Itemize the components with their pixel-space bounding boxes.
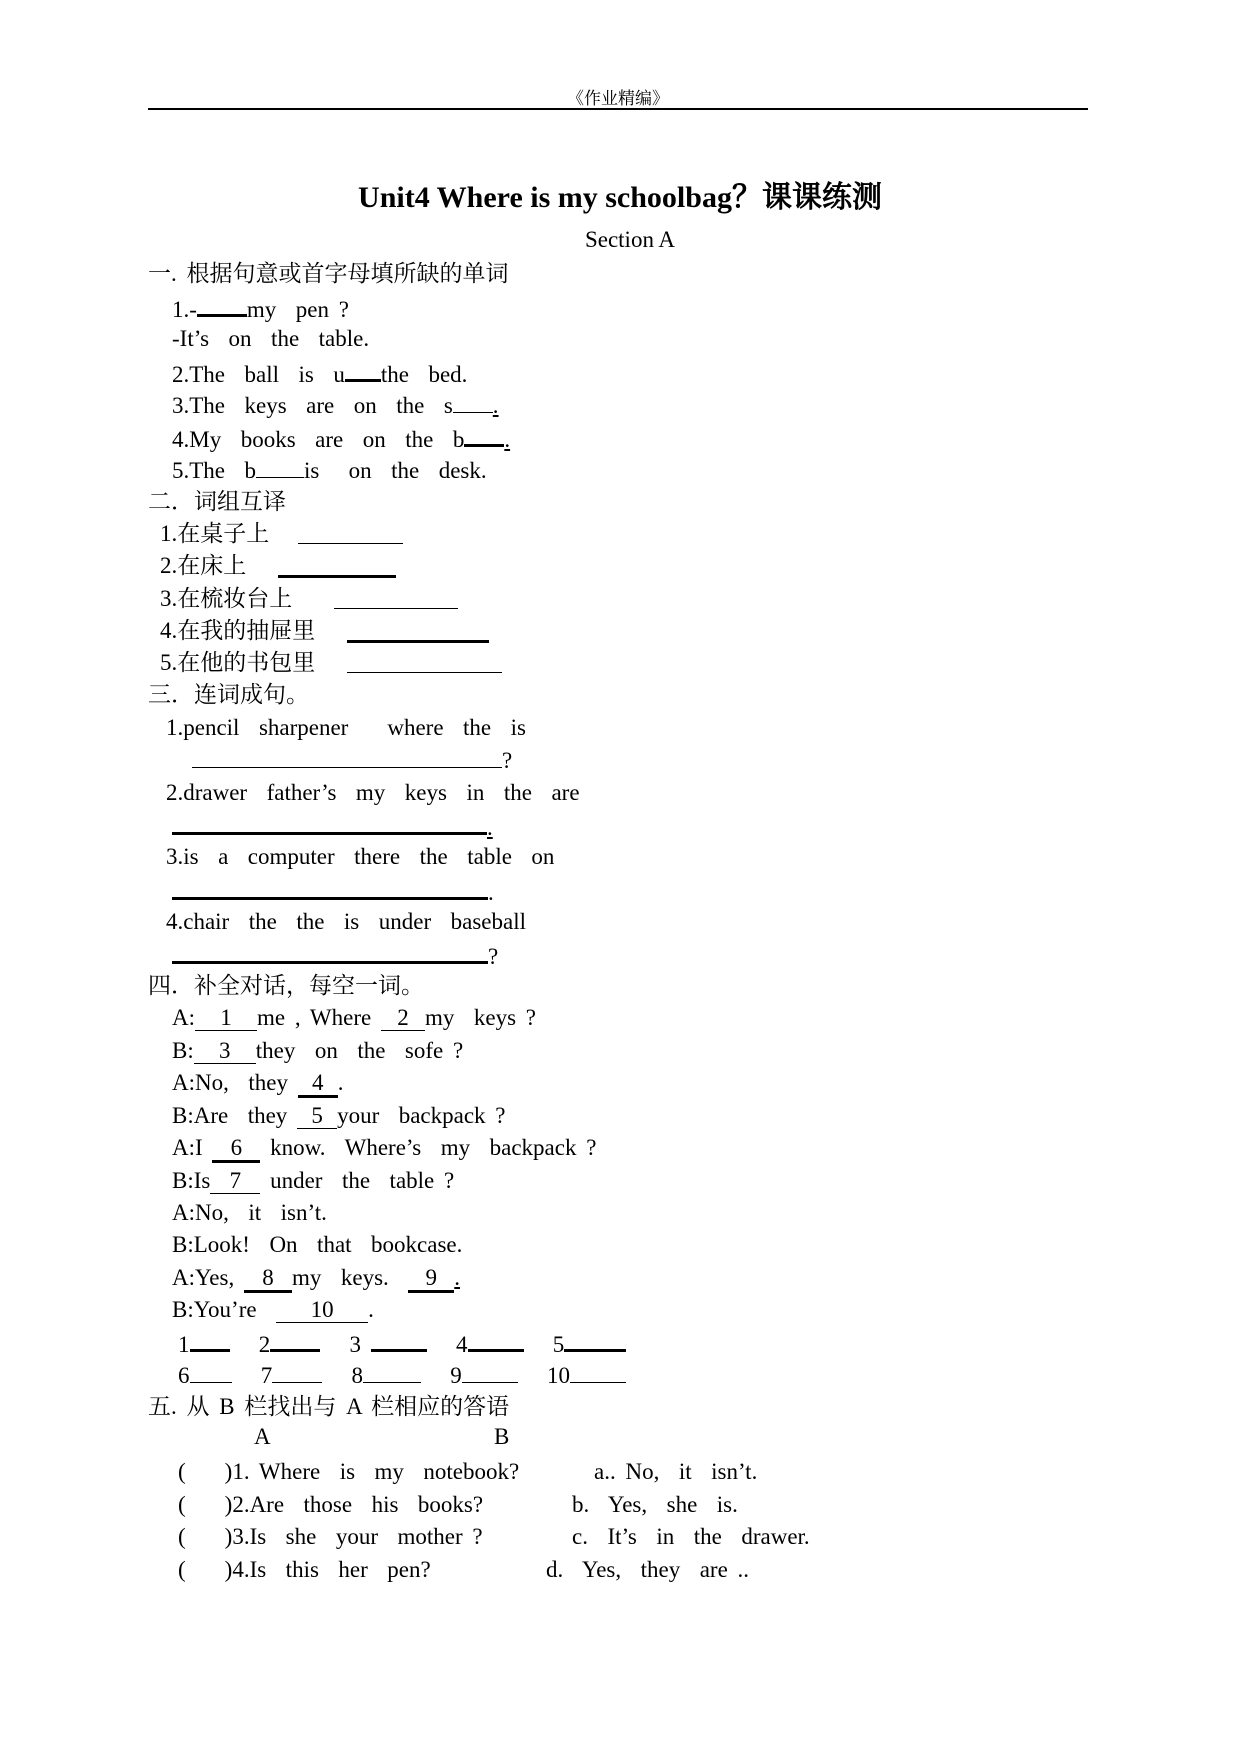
s1-question-5: 5.The b is on the desk. bbox=[172, 455, 487, 486]
s1-question-2: 2.The ball is u the bed. bbox=[172, 357, 467, 390]
blank-7[interactable]: 7 bbox=[210, 1169, 260, 1194]
answer-blank[interactable] bbox=[347, 618, 489, 643]
match-answer-b: b. Yes, she is. bbox=[572, 1492, 738, 1517]
section-2-heading: 二．词组互译 bbox=[148, 489, 286, 514]
blank-8[interactable]: 8 bbox=[244, 1266, 292, 1293]
dialog-line-7: A:No, it isn’t. bbox=[172, 1200, 327, 1225]
answer-blank[interactable] bbox=[347, 650, 502, 673]
s2-item-1: 1.在桌子上 bbox=[160, 521, 270, 546]
dialog-line-6: B:Is 7 under the table ? bbox=[172, 1168, 455, 1193]
dialog-line-10: B:You’re 10 . bbox=[172, 1297, 374, 1322]
answer-blank[interactable] bbox=[192, 745, 502, 768]
s3-item-1: 1.pencil sharpener where the is bbox=[166, 715, 526, 740]
answer-blank[interactable] bbox=[468, 1327, 524, 1352]
blank-3[interactable]: 3 bbox=[194, 1039, 256, 1064]
match-answer-a: a.. No, it isn’t. bbox=[594, 1459, 758, 1484]
answer-blank[interactable] bbox=[278, 553, 396, 578]
answer-blank[interactable] bbox=[272, 1360, 322, 1383]
section-1-heading: 一. 根据句意或首字母填所缺的单词 bbox=[148, 261, 509, 286]
dialog-line-3: A:No, they 4 . bbox=[172, 1068, 343, 1098]
s2-item-4: 4.在我的抽屉里 bbox=[160, 618, 316, 643]
dialog-line-5: A:I 6 know. Where’s my backpack ? bbox=[172, 1133, 596, 1163]
s3-answer-1: ? bbox=[192, 745, 512, 776]
s3-item-3: 3.is a computer there the table on bbox=[166, 844, 555, 869]
answer-blank[interactable] bbox=[256, 455, 304, 478]
s1-question-1a: 1.- my pen ? bbox=[172, 292, 349, 325]
answer-blank[interactable] bbox=[462, 1360, 518, 1383]
answer-blank[interactable] bbox=[564, 1327, 626, 1352]
blank-10[interactable]: 10 bbox=[276, 1298, 368, 1323]
match-question-1: ( )1. Where is my notebook? bbox=[178, 1459, 520, 1484]
s3-item-2: 2.drawer father’s my keys in the are bbox=[166, 780, 580, 805]
s2-item-3: 3.在梳妆台上 bbox=[160, 586, 293, 611]
answer-blank[interactable] bbox=[363, 1360, 421, 1383]
blank-2[interactable]: 2 bbox=[381, 1006, 425, 1031]
answer-blank[interactable] bbox=[172, 939, 488, 964]
column-a-label: A bbox=[254, 1424, 271, 1449]
section-subtitle: Section A bbox=[584, 227, 676, 252]
s1-question-1b: -It’s on the table. bbox=[172, 326, 370, 351]
match-question-3: ( )3.Is she your mother ? bbox=[178, 1524, 483, 1549]
dialog-line-9: A:Yes, 8 my keys. 9 . bbox=[172, 1263, 460, 1293]
blank-1[interactable]: 1 bbox=[195, 1006, 257, 1031]
answer-row-1: 1 2 3 4 5 bbox=[178, 1327, 626, 1360]
s2-item-2: 2.在床上 bbox=[160, 553, 247, 578]
answer-blank[interactable] bbox=[371, 1327, 427, 1352]
s1-question-4: 4.My books are on the b . bbox=[172, 422, 510, 455]
match-question-2: ( )2.Are those his books? bbox=[178, 1492, 484, 1517]
blank-9[interactable]: 9 bbox=[408, 1266, 454, 1293]
dialog-line-1: A: 1 me , Where 2 my keys ? bbox=[172, 1005, 536, 1030]
header-rule bbox=[148, 108, 1088, 110]
answer-blank[interactable] bbox=[453, 390, 493, 413]
page-title: Unit4 Where is my schoolbag？课课练测 bbox=[358, 181, 882, 214]
answer-blank[interactable] bbox=[197, 292, 247, 317]
s3-answer-2: . bbox=[172, 810, 493, 843]
match-answer-d: d. Yes, they are .. bbox=[546, 1557, 750, 1582]
column-b-label: B bbox=[494, 1424, 510, 1449]
section-4-heading: 四．补全对话，每空一词。 bbox=[148, 973, 424, 998]
s1-question-3: 3.The keys are on the s . bbox=[172, 390, 499, 421]
answer-blank[interactable] bbox=[298, 521, 403, 544]
answer-blank[interactable] bbox=[172, 875, 488, 900]
answer-blank[interactable] bbox=[464, 422, 504, 447]
match-question-4: ( )4.Is this her pen? bbox=[178, 1557, 431, 1582]
blank-6[interactable]: 6 bbox=[212, 1136, 260, 1163]
answer-row-2: 6 7 8 9 10 bbox=[178, 1360, 626, 1391]
answer-blank[interactable] bbox=[172, 810, 487, 835]
answer-blank[interactable] bbox=[334, 586, 458, 609]
blank-5[interactable]: 5 bbox=[297, 1104, 337, 1129]
match-answer-c: c. It’s in the drawer. bbox=[572, 1524, 810, 1549]
dialog-line-2: B: 3 they on the sofe ? bbox=[172, 1038, 464, 1063]
dialog-line-8: B:Look! On that bookcase. bbox=[172, 1232, 463, 1257]
answer-blank[interactable] bbox=[270, 1327, 320, 1352]
s3-item-4: 4.chair the the is under baseball bbox=[166, 909, 526, 934]
page-header: 《作业精编》 bbox=[567, 89, 669, 108]
dialog-line-4: B:Are they 5 your backpack ? bbox=[172, 1103, 506, 1128]
s2-item-5: 5.在他的书包里 bbox=[160, 650, 316, 675]
s3-answer-3: . bbox=[172, 875, 494, 908]
answer-blank[interactable] bbox=[345, 357, 381, 382]
answer-blank[interactable] bbox=[570, 1360, 626, 1383]
section-5-heading: 五. 从 B 栏找出与 A 栏相应的答语 bbox=[148, 1394, 510, 1419]
section-3-heading: 三．连词成句。 bbox=[148, 682, 309, 707]
answer-blank[interactable] bbox=[190, 1360, 232, 1383]
answer-blank[interactable] bbox=[190, 1327, 230, 1352]
blank-4[interactable]: 4 bbox=[298, 1071, 338, 1098]
s3-answer-4: ? bbox=[172, 939, 498, 972]
